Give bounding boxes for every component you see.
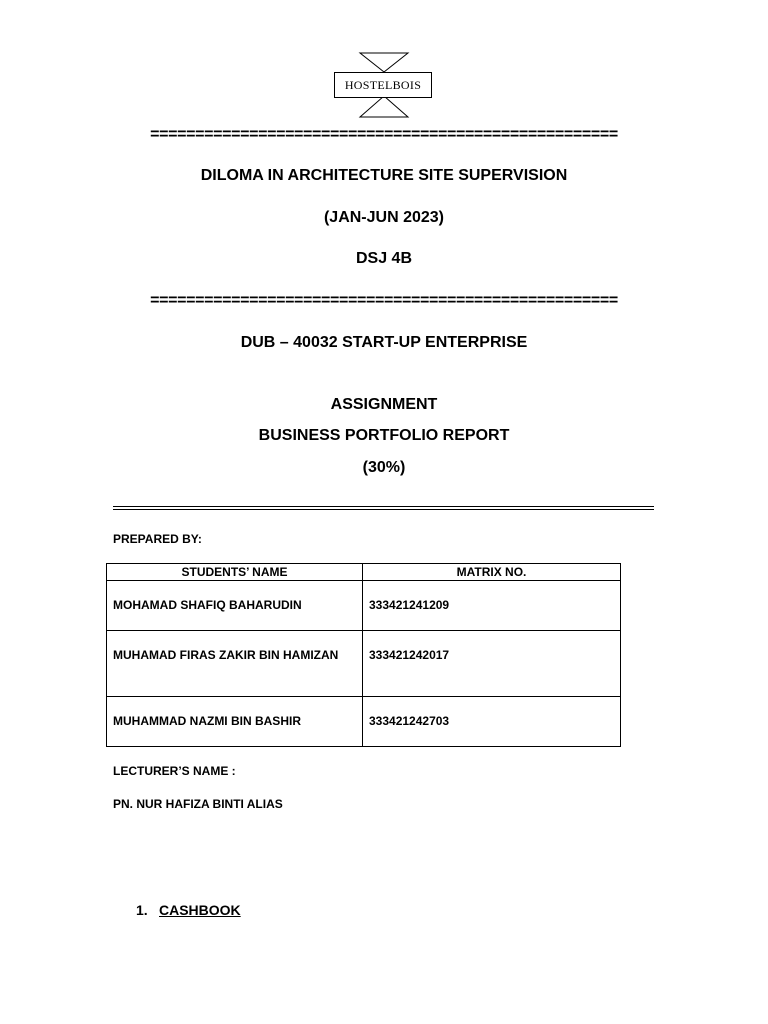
table-header-row: [107, 564, 621, 581]
class-title: DSJ 4B: [355, 250, 413, 267]
student-matrix: 333421242017: [363, 631, 621, 697]
table-row: [107, 697, 621, 747]
assignment-title: ASSIGNMENT: [330, 396, 438, 413]
table-row: [107, 581, 621, 631]
table-row: [107, 631, 621, 697]
session-title: (JAN-JUN 2023): [323, 209, 445, 226]
lecturer-label: LECTURER’S NAME :: [113, 764, 236, 778]
program-title: DILOMA IN ARCHITECTURE SITE SUPERVISION: [200, 167, 568, 184]
weight-title: (30%): [362, 459, 406, 476]
student-matrix: 333421242703: [363, 697, 621, 747]
separator-line-top: ====================================================: [150, 126, 618, 143]
double-divider: [113, 506, 654, 510]
student-matrix: 333421241209: [363, 581, 621, 631]
report-title: BUSINESS PORTFOLIO REPORT: [258, 427, 510, 444]
prepared-by-label: PREPARED BY:: [113, 532, 202, 546]
student-name: MUHAMAD FIRAS ZAKIR BIN HAMIZAN: [107, 631, 363, 697]
separator-line-bottom: ====================================================: [150, 292, 618, 309]
list-item: [136, 901, 241, 919]
student-name: MUHAMMAD NAZMI BIN BASHIR: [107, 697, 363, 747]
students-name-header: STUDENTS’ NAME: [107, 564, 363, 581]
logo-text: HOSTELBOIS: [334, 72, 432, 98]
matrix-no-header: MATRIX NO.: [363, 564, 621, 581]
list-item-number: 1.: [136, 902, 148, 918]
list-item-text: CASHBOOK: [159, 902, 241, 918]
student-name: MOHAMAD SHAFIQ BAHARUDIN: [107, 581, 363, 631]
lecturer-name: PN. NUR HAFIZA BINTI ALIAS: [113, 797, 283, 811]
hostelbois-logo: [332, 52, 434, 118]
students-table: [106, 563, 621, 747]
course-title: DUB – 40032 START-UP ENTERPRISE: [240, 334, 528, 351]
